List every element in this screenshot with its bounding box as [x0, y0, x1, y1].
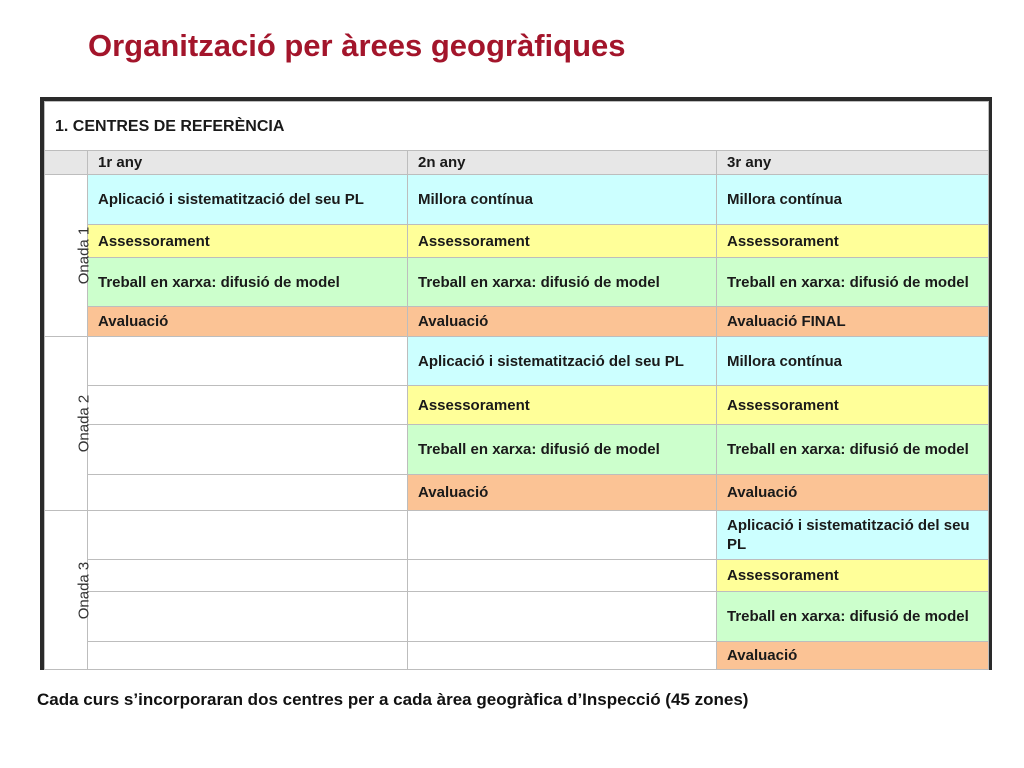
table-title: 1. CENTRES DE REFERÈNCIA — [45, 102, 989, 151]
wave-label-1 — [45, 175, 93, 337]
cell-w3-r2-y3: Assessorament — [717, 560, 989, 592]
cell-w3-r3-y3: Treball en xarxa: difusió de model — [717, 592, 989, 642]
cell-w3-r4-y2 — [408, 642, 717, 670]
cell-w1-r1-y3: Millora contínua — [717, 175, 989, 225]
wave-label-text: Onada 3 — [75, 561, 93, 619]
wave-label-2 — [45, 337, 93, 511]
cell-w2-r3-y3: Treball en xarxa: difusió de model — [717, 425, 989, 475]
cell-w3-r1-y1 — [88, 511, 408, 560]
table-row — [45, 425, 989, 475]
cell-w3-r4-y1 — [88, 642, 408, 670]
cell-w1-r4-y2: Avaluació — [408, 307, 717, 337]
cell-w3-r1-y2 — [408, 511, 717, 560]
cell-w1-r2-y2: Assessorament — [408, 225, 717, 258]
table-row — [45, 592, 989, 642]
reference-centres-table — [40, 97, 992, 670]
cell-w3-r3-y1 — [88, 592, 408, 642]
cell-w1-r2-y3: Assessorament — [717, 225, 989, 258]
cell-w2-r3-y2: Treball en xarxa: difusió de model — [408, 425, 717, 475]
column-header-year-3: 3r any — [717, 151, 989, 175]
cell-w1-r1-y2: Millora contínua — [408, 175, 717, 225]
cell-w2-r3-y1 — [88, 425, 408, 475]
table-row — [45, 175, 989, 225]
cell-w2-r1-y3: Millora contínua — [717, 337, 989, 386]
table-row — [45, 511, 989, 560]
cell-w2-r2-y3: Assessorament — [717, 386, 989, 425]
table-row — [45, 337, 989, 386]
corner-cell — [45, 151, 88, 175]
cell-w2-r2-y1 — [88, 386, 408, 425]
cell-w3-r2-y2 — [408, 560, 717, 592]
cell-w3-r4-y3: Avaluació — [717, 642, 989, 670]
cell-w1-r3-y2: Treball en xarxa: difusió de model — [408, 258, 717, 307]
schedule-grid — [44, 101, 989, 670]
cell-w1-r3-y1: Treball en xarxa: difusió de model — [88, 258, 408, 307]
cell-w2-r4-y3: Avaluació — [717, 475, 989, 511]
cell-w1-r3-y3: Treball en xarxa: difusió de model — [717, 258, 989, 307]
wave-label-3 — [45, 511, 93, 670]
table-row — [45, 225, 989, 258]
cell-w1-r2-y1: Assessorament — [88, 225, 408, 258]
column-header-row — [45, 151, 989, 175]
column-header-year-2: 2n any — [408, 151, 717, 175]
table-row — [45, 475, 989, 511]
table-row — [45, 642, 989, 670]
cell-w2-r1-y2: Aplicació i sistematització del seu PL — [408, 337, 717, 386]
table-title-row — [45, 102, 989, 151]
cell-w3-r1-y3: Aplicació i sistematització del seu PL — [717, 511, 989, 560]
cell-w3-r3-y2 — [408, 592, 717, 642]
wave-label-text: Onada 1 — [75, 226, 93, 285]
table-row — [45, 307, 989, 337]
slide-title: Organització per àrees geogràfiques — [88, 28, 626, 63]
cell-w2-r4-y2: Avaluació — [408, 475, 717, 511]
cell-w1-r4-y3: Avaluació FINAL — [717, 307, 989, 337]
cell-w3-r2-y1 — [88, 560, 408, 592]
table-row — [45, 560, 989, 592]
table-row — [45, 258, 989, 307]
column-header-year-1: 1r any — [88, 151, 408, 175]
cell-w2-r1-y1 — [88, 337, 408, 386]
table-row — [45, 386, 989, 425]
cell-w1-r4-y1: Avaluació — [88, 307, 408, 337]
footer-note: Cada curs s’incorporaran dos centres per a cada àrea geogràfica d’Inspecció (45 zones) — [37, 690, 749, 709]
wave-label-text: Onada 2 — [75, 394, 93, 453]
cell-w2-r4-y1 — [88, 475, 408, 511]
cell-w2-r2-y2: Assessorament — [408, 386, 717, 425]
cell-w1-r1-y1: Aplicació i sistematització del seu PL — [88, 175, 408, 225]
